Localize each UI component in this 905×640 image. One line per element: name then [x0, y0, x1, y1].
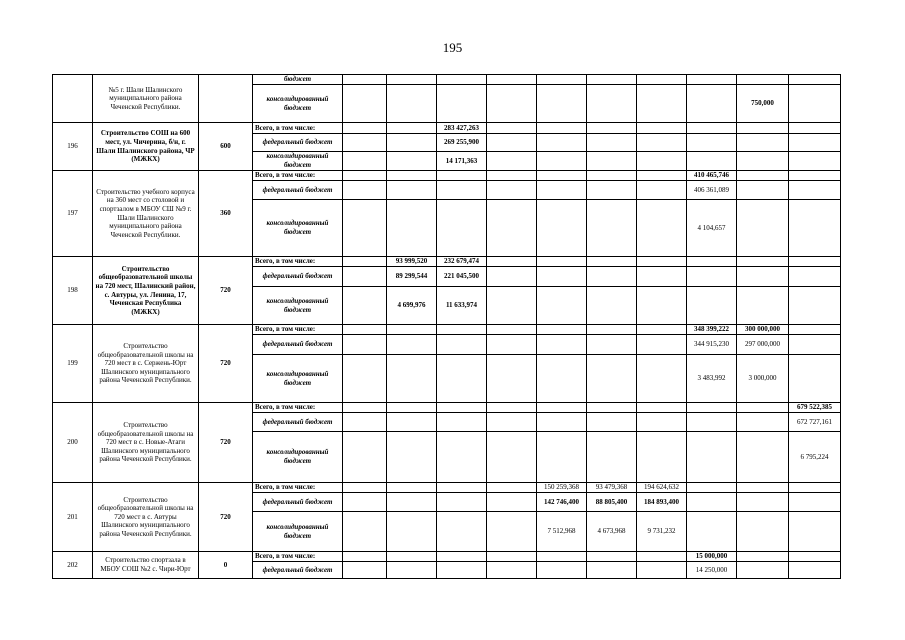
page-number: 195: [442, 40, 463, 55]
row-label-federal: федеральный бюджет: [253, 335, 343, 355]
row-label-consolidated: консолидированный бюджет: [253, 152, 343, 171]
value-cell: 15 000,000: [687, 552, 737, 562]
table-row: [53, 325, 841, 335]
budget-table: [52, 74, 841, 579]
capacity: 720: [199, 257, 253, 325]
object-name: Строительство общеобразовательной школы на 720 мест в с. Новые-Атаги Шалинского муниципального района Чеченской Республики.: [93, 403, 199, 483]
row-label-consolidated: консолидированный бюджет: [253, 512, 343, 552]
row-label-total: Всего, в том числе:: [253, 257, 343, 267]
value-cell: 232 679,474: [437, 257, 487, 267]
value-cell: 4 699,976: [387, 287, 437, 325]
value-cell: 750,000: [737, 85, 789, 123]
row-label-federal: федеральный бюджет: [253, 562, 343, 579]
table-row: [53, 123, 841, 134]
value-cell: 6 795,224: [789, 432, 841, 483]
row-label-consolidated: консолидированный бюджет: [253, 200, 343, 257]
row-label-total: Всего, в том числе:: [253, 325, 343, 335]
table-row: [53, 171, 841, 181]
value-cell: 406 361,089: [687, 181, 737, 200]
row-number: 200: [53, 403, 93, 483]
row-label-consolidated: консолидированный бюджет: [253, 355, 343, 403]
row-label-federal: федеральный бюджет: [253, 134, 343, 152]
row-label-total: Всего, в том числе:: [253, 403, 343, 413]
object-name: Строительство спортзала в МБОУ СОШ №2 с. Чири-Юрт: [93, 552, 199, 579]
value-cell: 344 915,230: [687, 335, 737, 355]
value-cell: 410 465,746: [687, 171, 737, 181]
value-cell: 3 000,000: [737, 355, 789, 403]
value-cell: 679 522,385: [789, 403, 841, 413]
value-cell: 4 673,968: [587, 512, 637, 552]
value-cell: 221 045,500: [437, 267, 487, 287]
value-cell: 348 399,222: [687, 325, 737, 335]
value-cell: 3 483,992: [687, 355, 737, 403]
value-cell: 93 479,368: [587, 483, 637, 493]
value-cell: 150 259,368: [537, 483, 587, 493]
value-cell: 194 624,632: [637, 483, 687, 493]
value-cell: 89 299,544: [387, 267, 437, 287]
value-cell: 88 805,400: [587, 493, 637, 512]
row-label-consolidated: консолидированный бюджет: [253, 85, 343, 123]
capacity: 720: [199, 325, 253, 403]
object-name: Строительство учебного корпуса на 360 мест со столовой и спортзалом в МБОУ СШ №9 г. Шали Шалинского муниципального района Чеченской Республики.: [93, 171, 199, 257]
table-row: [53, 403, 841, 413]
row-number: 198: [53, 257, 93, 325]
row-label-total: Всего, в том числе:: [253, 552, 343, 562]
row-label-consolidated: консолидированный бюджет: [253, 432, 343, 483]
table-row: [53, 257, 841, 267]
row-number: 196: [53, 123, 93, 171]
row-label-federal: федеральный бюджет: [253, 413, 343, 432]
capacity: 720: [199, 483, 253, 552]
capacity: 600: [199, 123, 253, 171]
value-cell: 11 633,974: [437, 287, 487, 325]
object-name: Строительство общеобразовательной школы на 720 мест, Шалинский район, с. Автуры, ул. Ленина, 17, Чеченская Республика (МЖКХ): [93, 257, 199, 325]
row-label-total: Всего, в том числе:: [253, 171, 343, 181]
table-row: [53, 552, 841, 562]
object-name: Строительство общеобразовательной школы на 720 мест в с. Автуры Шалинского муниципального района Чеченской Республики.: [93, 483, 199, 552]
row-label-federal: федеральный бюджет: [253, 181, 343, 200]
row-number: 197: [53, 171, 93, 257]
value-cell: 184 893,400: [637, 493, 687, 512]
row-label-total: Всего, в том числе:: [253, 123, 343, 134]
row-number: 202: [53, 552, 93, 579]
row-label-consolidated: консолидированный бюджет: [253, 287, 343, 325]
object-name: Строительство общеобразовательной школы на 720 мест в с. Сержень-Юрт Шалинского муниципального района Чеченской Республики.: [93, 325, 199, 403]
row-label-federal: бюджет: [253, 75, 343, 85]
value-cell: 142 746,400: [537, 493, 587, 512]
value-cell: 14 250,000: [687, 562, 737, 579]
capacity: 720: [199, 403, 253, 483]
value-cell: 297 000,000: [737, 335, 789, 355]
value-cell: 4 104,657: [687, 200, 737, 257]
value-cell: 300 000,000: [737, 325, 789, 335]
row-label-federal: федеральный бюджет: [253, 493, 343, 512]
row-label-federal: федеральный бюджет: [253, 267, 343, 287]
value-cell: 672 727,161: [789, 413, 841, 432]
row-label-total: Всего, в том числе:: [253, 483, 343, 493]
value-cell: 283 427,263: [437, 123, 487, 134]
value-cell: 14 171,363: [437, 152, 487, 171]
value-cell: 269 255,900: [437, 134, 487, 152]
table-row: [53, 75, 841, 85]
value-cell: 93 999,520: [387, 257, 437, 267]
object-name: Строительство СОШ на 600 мест, ул. Чичерина, б/н, г. Шали Шалинского района, ЧР (МЖКХ): [93, 123, 199, 171]
value-cell: 7 512,968: [537, 512, 587, 552]
row-number: 199: [53, 325, 93, 403]
value-cell: 9 731,232: [637, 512, 687, 552]
table-row: [53, 483, 841, 493]
object-name: №5 г. Шали Шалинского муниципального района Чеченской Республики.: [93, 75, 199, 123]
capacity: 0: [199, 552, 253, 579]
row-number: 201: [53, 483, 93, 552]
capacity: 360: [199, 171, 253, 257]
